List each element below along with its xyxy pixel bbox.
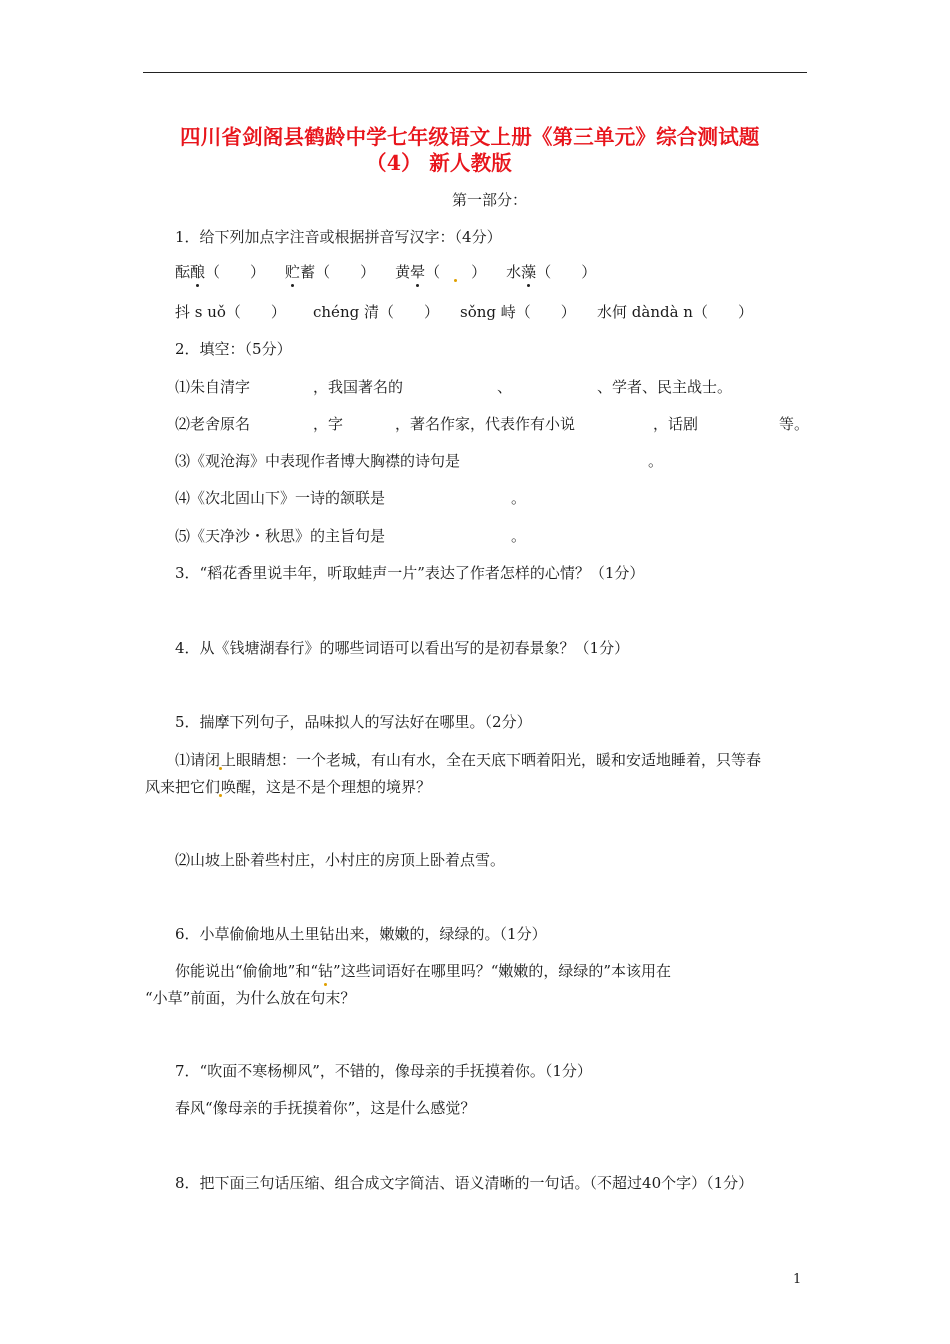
q5-s1-line2 xyxy=(145,777,431,797)
q1-d-char1: 水 xyxy=(506,263,522,281)
q6-part1: 你能说出“偷偷地”和“ xyxy=(175,962,319,980)
q2-s1-a: ⑴朱自清字 xyxy=(175,378,251,396)
q1-b-blank: （ ） xyxy=(315,263,376,281)
q1-row1 xyxy=(175,262,596,282)
q2-s5-a: ⑸《天净沙・秋思》的主旨句是 xyxy=(175,527,386,545)
q2-s2-c: ，著名作家，代表作有小说 xyxy=(395,415,576,433)
header-rule xyxy=(143,72,807,73)
q1-row2-b: chéng 清（ ） xyxy=(313,303,439,321)
q1-c-dotted-char: 晕 xyxy=(410,263,426,281)
q1-stem: 1．给下列加点字注音或根据拼音写汉字：（4分） xyxy=(175,228,502,246)
q1-row2-a: 抖 s uǒ（ ） xyxy=(175,303,286,321)
q1-row2-d: 水何 dàndà n（ ） xyxy=(597,303,753,321)
q6-dotted-char: 钻 xyxy=(318,962,334,980)
q1-c-blank2: ） xyxy=(456,263,487,281)
q2-s5-b: 。 xyxy=(511,527,527,545)
q7-line1: 春风“像母亲的手抚摸着你”，这是什么感觉？ xyxy=(175,1099,476,1117)
q5-s1-part3: 风来把它们 xyxy=(145,778,221,796)
q1-c-char1: 黄 xyxy=(395,263,411,281)
q2-s2-d: ，话剧 xyxy=(653,415,699,433)
document-title: 四川省剑阁县鹤龄中学七年级语文上册《第三单元》综合测试题 xyxy=(180,125,760,149)
q1-a-char1: 酝 xyxy=(175,263,191,281)
q4-stem: 4．从《钱塘湖春行》的哪些词语可以看出写的是初春景象？（1分） xyxy=(175,639,630,657)
q2-s1-b: ，我国著名的 xyxy=(313,378,404,396)
page-number: 1 xyxy=(793,1272,802,1287)
q8-stem: 8．把下面三句话压缩、组合成文字简洁、语义清晰的一句话。（不超过40个字）（1分） xyxy=(175,1174,754,1192)
q1-d-dotted-char: 藻 xyxy=(521,263,537,281)
q2-s1-d: 、学者、民主战士。 xyxy=(597,378,733,396)
q5-s1-part1: ⑴请闭 xyxy=(175,751,221,769)
part-heading: 第一部分： xyxy=(452,191,528,209)
q7-stem: 7．“吹面不寒杨柳风”，不错的，像母亲的手抚摸着你。（1分） xyxy=(175,1062,592,1080)
q2-s2-a: ⑵老舍原名 xyxy=(175,415,251,433)
q2-s4-b: 。 xyxy=(511,489,527,507)
q2-s1-c: 、 xyxy=(497,378,513,396)
q2-s4-a: ⑷《次北固山下》一诗的颔联是 xyxy=(175,489,386,507)
q5-s1-line1 xyxy=(175,750,761,770)
q3-stem: 3．“稻花香里说丰年，听取蛙声一片”表达了作者怎样的心情？（1分） xyxy=(175,564,645,582)
q1-row2-c: sǒng 峙（ ） xyxy=(460,303,576,321)
q1-d-blank: （ ） xyxy=(536,263,597,281)
q1-a-blank: （ ） xyxy=(205,263,266,281)
q6-stem: 6．小草偷偷地从土里钻出来，嫩嫩的，绿绿的。（1分） xyxy=(175,925,547,943)
q1-b-char2: 蓄 xyxy=(300,263,316,281)
q2-s3-a: ⑶《观沧海》中表现作者博大胸襟的诗句是 xyxy=(175,452,461,470)
q1-a-dotted-char: 酿 xyxy=(190,263,206,281)
q2-s3-b: 。 xyxy=(648,452,664,470)
q5-s1-part2: 上眼睛想：一个老城，有山有水，全在天底下晒着阳光，暖和安适地睡着，只等春 xyxy=(221,751,762,769)
q2-stem: 2．填空：（5分） xyxy=(175,340,292,358)
q2-s2-b: ，字 xyxy=(313,415,344,433)
q6-line2: “小草”前面，为什么放在句末？ xyxy=(145,989,356,1007)
q1-b-char1: 贮 xyxy=(285,263,301,281)
q5-stem: 5．揣摩下列句子，品味拟人的写法好在哪里。（2分） xyxy=(175,713,532,731)
q2-s2-e: 等。 xyxy=(779,415,810,433)
q5-s1-part4: 唤醒，这是不是个理想的境界？ xyxy=(221,778,432,796)
q6-line1 xyxy=(175,961,671,981)
q1-c-blank1: （ xyxy=(425,263,456,281)
q5-s2: ⑵山坡上卧着些村庄，小村庄的房顶上卧着点雪。 xyxy=(175,851,506,869)
document-subtitle: （4） 新人教版 xyxy=(366,151,513,175)
q6-part3: ”这些词语好在哪里吗？“嫩嫩的，绿绿的”本该用在 xyxy=(333,962,672,980)
